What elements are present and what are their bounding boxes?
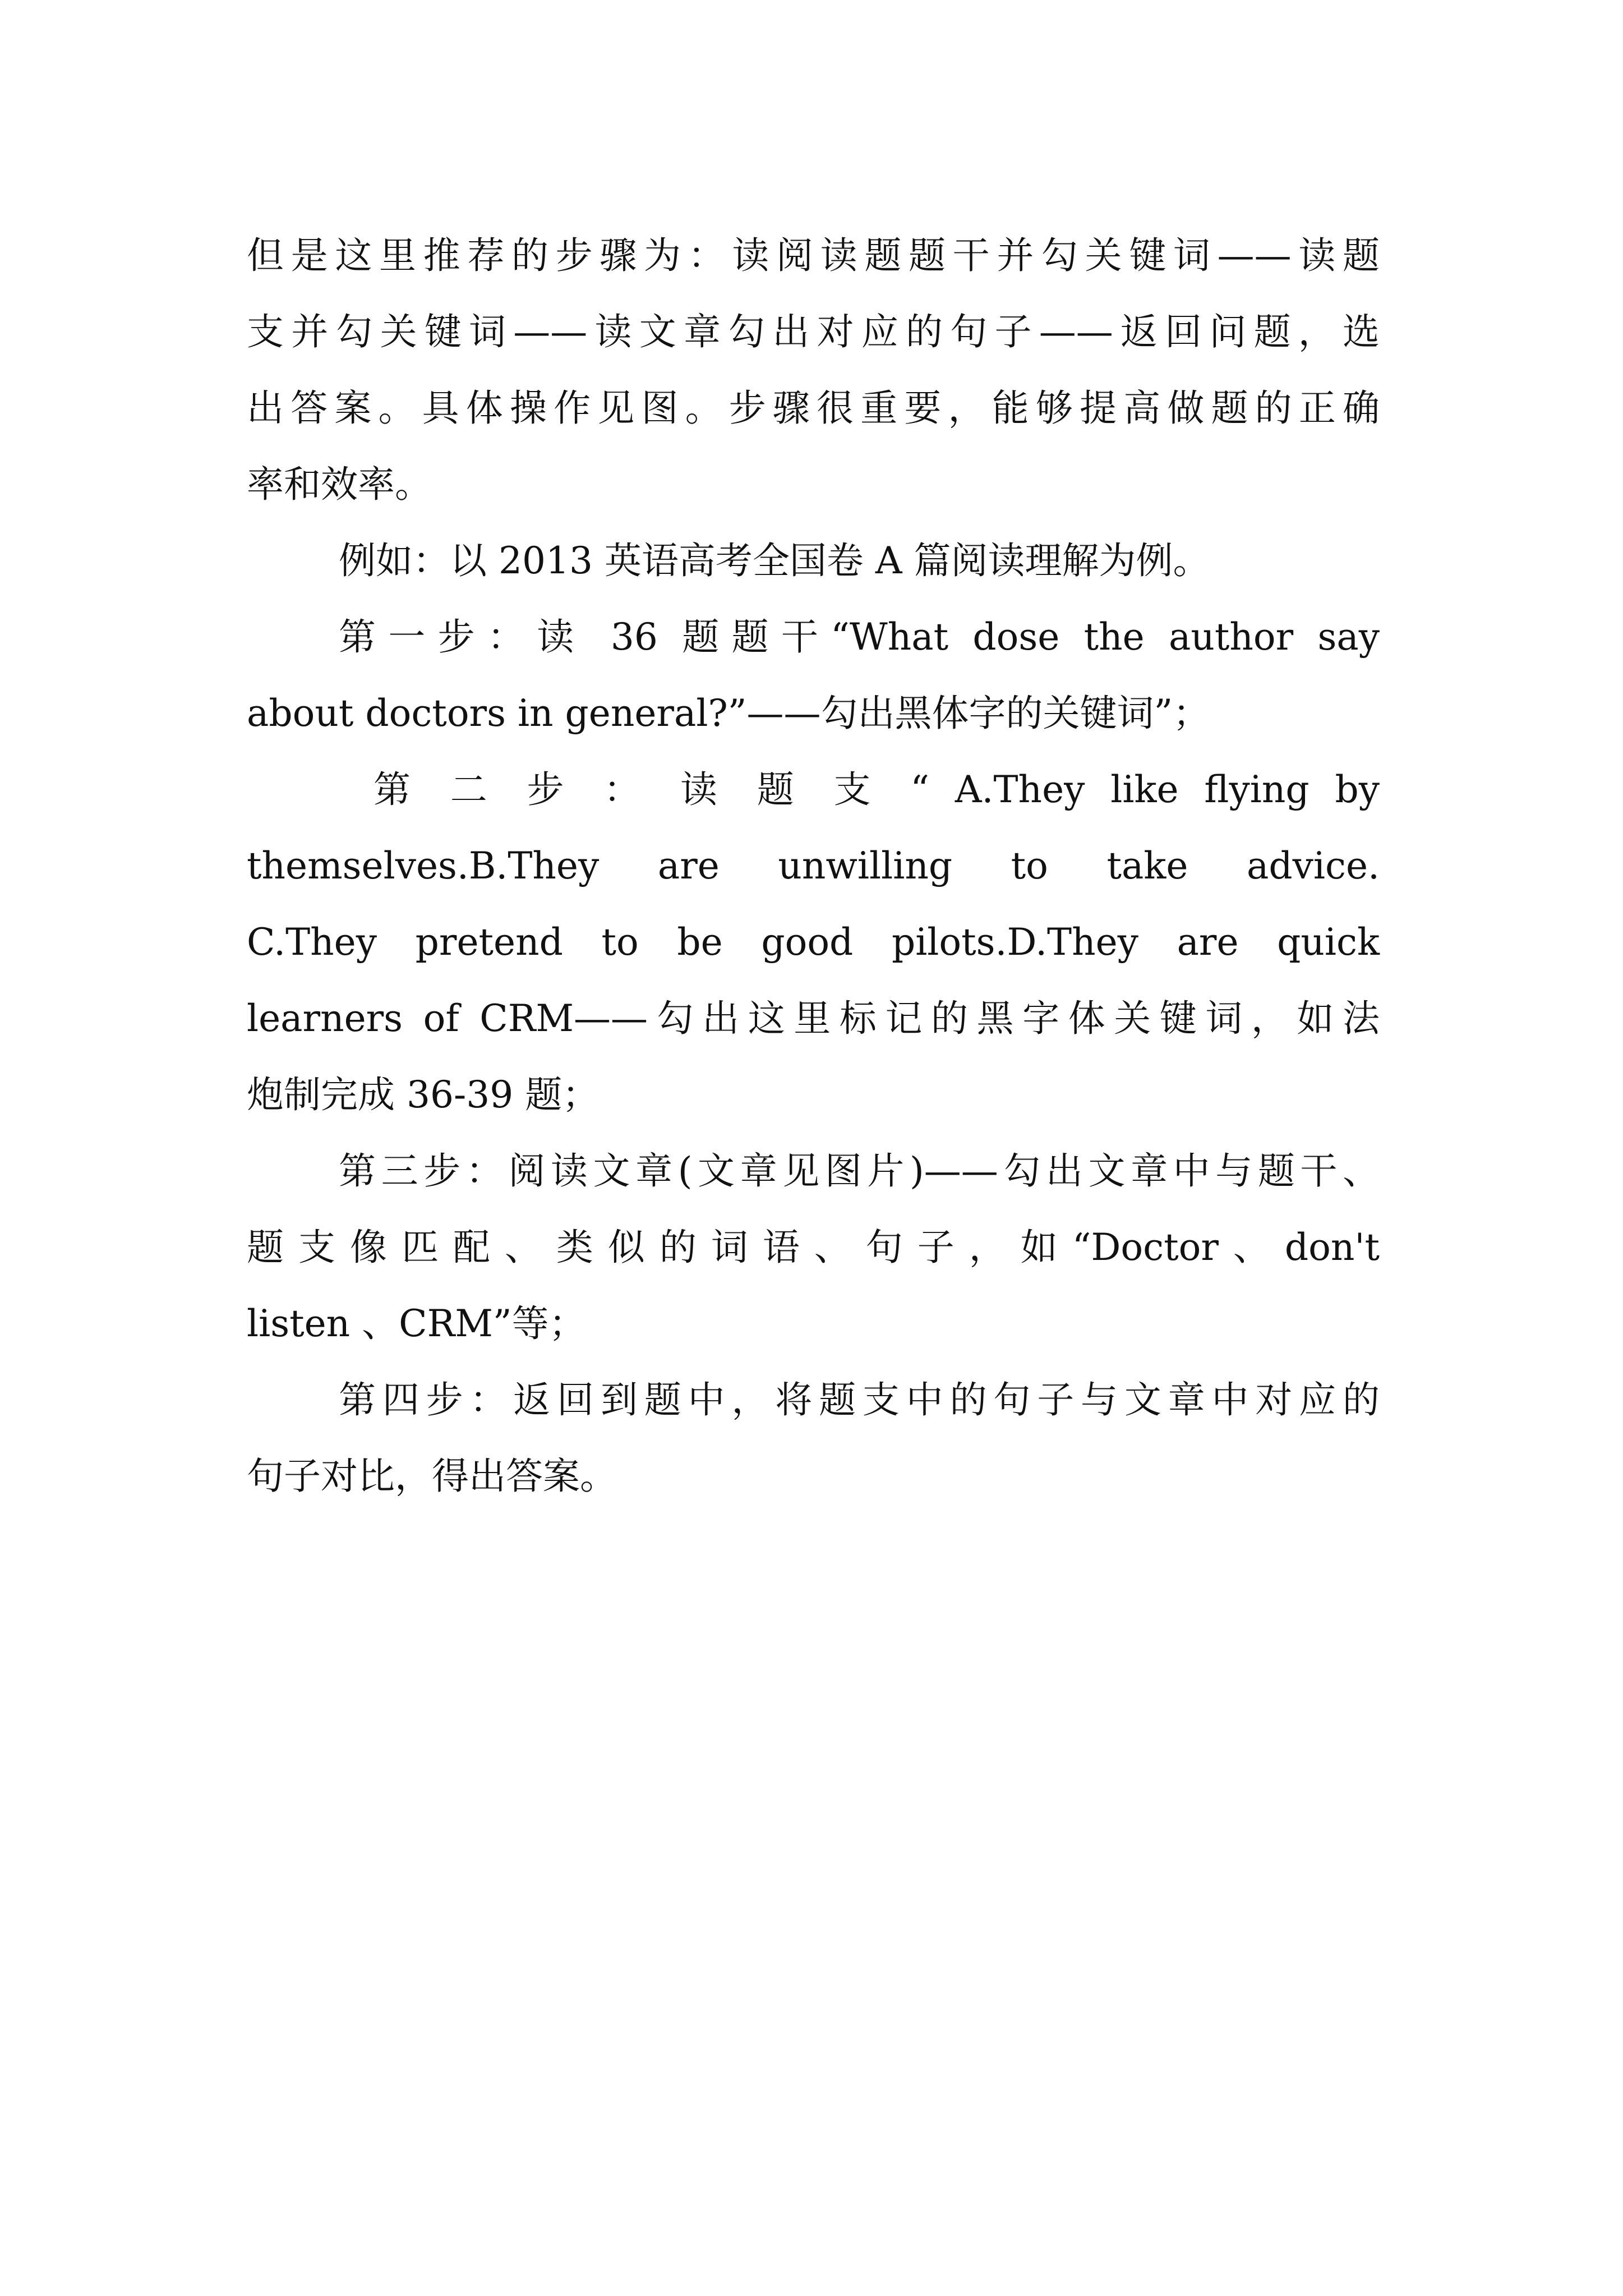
paragraph-line: 率和效率。 bbox=[247, 463, 432, 506]
step-two-line: 第 二 步 ： 读 题 支 “ A.They like flying by bbox=[374, 768, 1380, 811]
step-three-line: 题支像匹配、类似的词语、句子，如“Doctor、don't bbox=[247, 1226, 1380, 1269]
step-four-line: 句子对比，得出答案。 bbox=[247, 1455, 617, 1498]
step-two-line: 炮制完成 36-39 题； bbox=[247, 1073, 600, 1116]
step-four-line: 第四步：返回到题中，将题支中的句子与文章中对应的 bbox=[339, 1378, 1380, 1421]
paragraph-line: 出答案。具体操作见图。步骤很重要，能够提高做题的正确 bbox=[247, 386, 1380, 430]
step-two-line: learners of CRM——勾出这里标记的黑字体关键词，如法 bbox=[247, 997, 1380, 1040]
document-body bbox=[247, 218, 1380, 1515]
step-one-line: 第一步：读 36 题题干“What dose the author say bbox=[339, 615, 1380, 659]
step-three-line: listen 、CRM”等； bbox=[247, 1302, 586, 1345]
example-intro-line: 例如：以 2013 英语高考全国卷 A 篇阅读理解为例。 bbox=[339, 539, 1210, 582]
step-three-line: 第三步：阅读文章(文章见图片)——勾出文章中与题干、 bbox=[339, 1149, 1380, 1193]
step-two-line: C.They pretend to be good pilots.D.They are quick bbox=[247, 921, 1380, 964]
step-one-line: about doctors in general?”——勾出黑体字的关键词”； bbox=[247, 692, 1210, 735]
paragraph-line: 支并勾关键词——读文章勾出对应的句子——返回问题，选 bbox=[247, 310, 1380, 353]
step-two-line: themselves.B.They are unwilling to take advice. bbox=[247, 844, 1380, 887]
paragraph-line: 但是这里推荐的步骤为：读阅读题题干并勾关键词——读题 bbox=[247, 234, 1380, 277]
